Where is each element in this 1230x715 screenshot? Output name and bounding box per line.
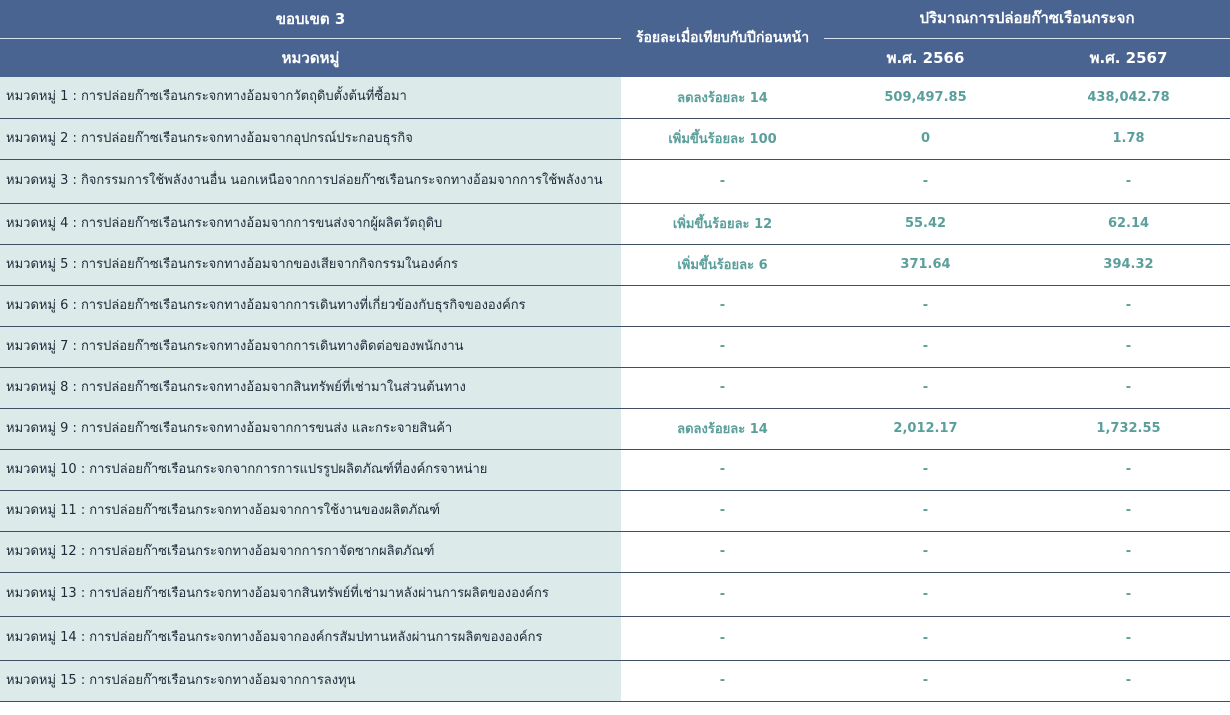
category-label: หมวดหมู่ 14 : [6,630,86,645]
category-cell [0,118,621,159]
value-2567-cell: 438,042.78 [1027,77,1230,118]
change-cell: - [621,660,824,701]
value-2566-cell: 0 [824,118,1027,159]
category-desc: การปล่อยก๊าซเรือนกระจกทางอ้อมจากการใช้งานของผลิตภัณฑ์ [89,502,440,518]
category-desc: การปล่อยก๊าซเรือนกระจกทางอ้อมจากวัตถุดิบตั้งต้นที่ซื้อมา [80,89,407,105]
value-2566-cell: 55.42 [824,203,1027,244]
change-cell: - [621,449,824,490]
value-2567-cell: - [1027,572,1230,616]
category-desc: การปล่อยก๊าซเรือนกระจกทางอ้อมจากการขนส่งจากผู้ผลิตวัตถุดิบ [80,215,443,231]
category-desc: การปล่อยก๊าซเรือนกระจกทางอ้อมจากการเดินทางที่เกี่ยวข้องกับธุรกิจขององค์กร [80,297,526,313]
value-2566-cell: - [824,490,1027,531]
category-cell [0,408,621,449]
category-cell [0,660,621,701]
value-2567-cell: - [1027,660,1230,701]
value-2566-cell: - [824,449,1027,490]
value-2567-cell: - [1027,531,1230,572]
table-row [0,408,1230,449]
category-desc: การปล่อยก๊าซเรือนกระจกทางอ้อมจากการเดินทางติดต่อของพนักงาน [80,338,464,354]
change-cell: - [621,616,824,660]
table-row [0,203,1230,244]
change-cell: - [621,572,824,616]
table-row [0,531,1230,572]
change-cell: - [621,367,824,408]
change-cell: - [621,285,824,326]
table-row [0,118,1230,159]
value-2567-cell: 62.14 [1027,203,1230,244]
emissions-group-label: ปริมาณการปล่อยก๊าซเรือนกระจก [919,9,1135,27]
category-desc: การปล่อยก๊าซเรือนกระจกจากการการแปรรูปผลิตภัณฑ์ที่องค์กรจาหน่าย [89,461,488,477]
category-desc: การปล่อยก๊าซเรือนกระจกทางอ้อมจากการกาจัดซากผลิตภัณฑ์ [89,543,435,559]
category-cell [0,159,621,203]
category-desc: การปล่อยก๊าซเรือนกระจกทางอ้อมจากอุปกรณ์ประกอบธุรกิจ [80,130,413,146]
category-cell [0,285,621,326]
table-row [0,77,1230,118]
category-cell [0,203,621,244]
value-2567-cell: 1,732.55 [1027,408,1230,449]
change-cell: เพิ่มขึ้นร้อยละ 12 [621,203,824,244]
change-cell: - [621,326,824,367]
value-2566-cell: - [824,367,1027,408]
category-label: หมวดหมู่ 4 : [6,215,77,231]
category-desc: การปล่อยก๊าซเรือนกระจกทางอ้อมจากของเสียจากกิจกรรมในองค์กร [80,256,459,272]
table-row [0,367,1230,408]
category-cell [0,326,621,367]
table-row [0,572,1230,616]
change-cell: - [621,159,824,203]
value-2566-cell: - [824,285,1027,326]
value-2567-cell: - [1027,490,1230,531]
table-row [0,326,1230,367]
category-cell [0,367,621,408]
category-desc: การปล่อยก๊าซเรือนกระจกทางอ้อมจากการลงทุน [89,672,356,688]
table-row [0,616,1230,660]
category-cell [0,77,621,118]
value-2566-cell: 509,497.85 [824,77,1027,118]
change-cell: - [621,490,824,531]
emissions-group-header [824,0,1230,39]
change-cell: เพิ่มขึ้นร้อยละ 100 [621,118,824,159]
year-2567-header: พ.ศ. 2567 [1027,39,1230,78]
year-2566-header: พ.ศ. 2566 [824,39,1027,78]
value-2566-cell: - [824,616,1027,660]
category-header: หมวดหมู่ [0,39,621,78]
category-label: หมวดหมู่ 12 : [6,543,86,559]
category-cell [0,616,621,660]
table-row [0,449,1230,490]
category-cell [0,531,621,572]
percent-change-header: ร้อยละเมื่อเทียบกับปีก่อนหน้า [621,0,824,77]
table-row [0,159,1230,203]
value-2566-cell: - [824,572,1027,616]
value-2566-cell: - [824,531,1027,572]
category-cell [0,449,621,490]
change-cell: ลดลงร้อยละ 14 [621,408,824,449]
category-label: หมวดหมู่ 1 : [6,89,77,105]
category-label: หมวดหมู่ 6 : [6,297,77,313]
table-row [0,244,1230,285]
category-desc: การปล่อยก๊าซเรือนกระจกทางอ้อมจากการขนส่ง และกระจายสินค้า [80,420,453,436]
value-2567-cell: - [1027,159,1230,203]
category-desc: การปล่อยก๊าซเรือนกระจกทางอ้อมจากองค์กรสัมปทานหลังผ่านการผลิตขององค์กร [89,630,543,645]
value-2566-cell: - [824,660,1027,701]
change-cell: - [621,531,824,572]
category-label: หมวดหมู่ 2 : [6,130,77,146]
scope-header: ขอบเขต 3 [0,0,621,39]
value-2567-cell: - [1027,367,1230,408]
category-label: หมวดหมู่ 7 : [6,338,77,354]
table-row [0,285,1230,326]
change-cell: ลดลงร้อยละ 14 [621,77,824,118]
value-2567-cell: - [1027,616,1230,660]
value-2567-cell: - [1027,326,1230,367]
value-2566-cell: - [824,326,1027,367]
value-2567-cell: 394.32 [1027,244,1230,285]
category-cell [0,244,621,285]
category-cell [0,490,621,531]
table-row [0,660,1230,701]
category-cell [0,572,621,616]
value-2566-cell: 371.64 [824,244,1027,285]
value-2567-cell: 1.78 [1027,118,1230,159]
value-2566-cell: 2,012.17 [824,408,1027,449]
value-2567-cell: - [1027,285,1230,326]
category-label: หมวดหมู่ 9 : [6,420,77,436]
table-row [0,490,1230,531]
category-label: หมวดหมู่ 10 : [6,461,86,477]
category-label: หมวดหมู่ 3 : [6,173,77,188]
category-label: หมวดหมู่ 15 : [6,672,86,688]
category-desc: การปล่อยก๊าซเรือนกระจกทางอ้อมจากสินทรัพย์ที่เช่ามาในส่วนต้นทาง [80,379,466,395]
category-desc: การปล่อยก๊าซเรือนกระจกทางอ้อมจากสินทรัพย์ที่เช่ามาหลังผ่านการผลิตขององค์กร [89,586,549,601]
category-label: หมวดหมู่ 13 : [6,586,86,601]
change-cell: เพิ่มขึ้นร้อยละ 6 [621,244,824,285]
category-label: หมวดหมู่ 5 : [6,256,77,272]
category-desc: กิจกรรมการใช้พลังงานอื่น นอกเหนือจากการปล่อยก๊าซเรือนกระจกทางอ้อมจากการใช้พลังงาน [80,173,603,188]
value-2566-cell: - [824,159,1027,203]
category-label: หมวดหมู่ 11 : [6,502,86,518]
category-label: หมวดหมู่ 8 : [6,379,77,395]
value-2567-cell: - [1027,449,1230,490]
